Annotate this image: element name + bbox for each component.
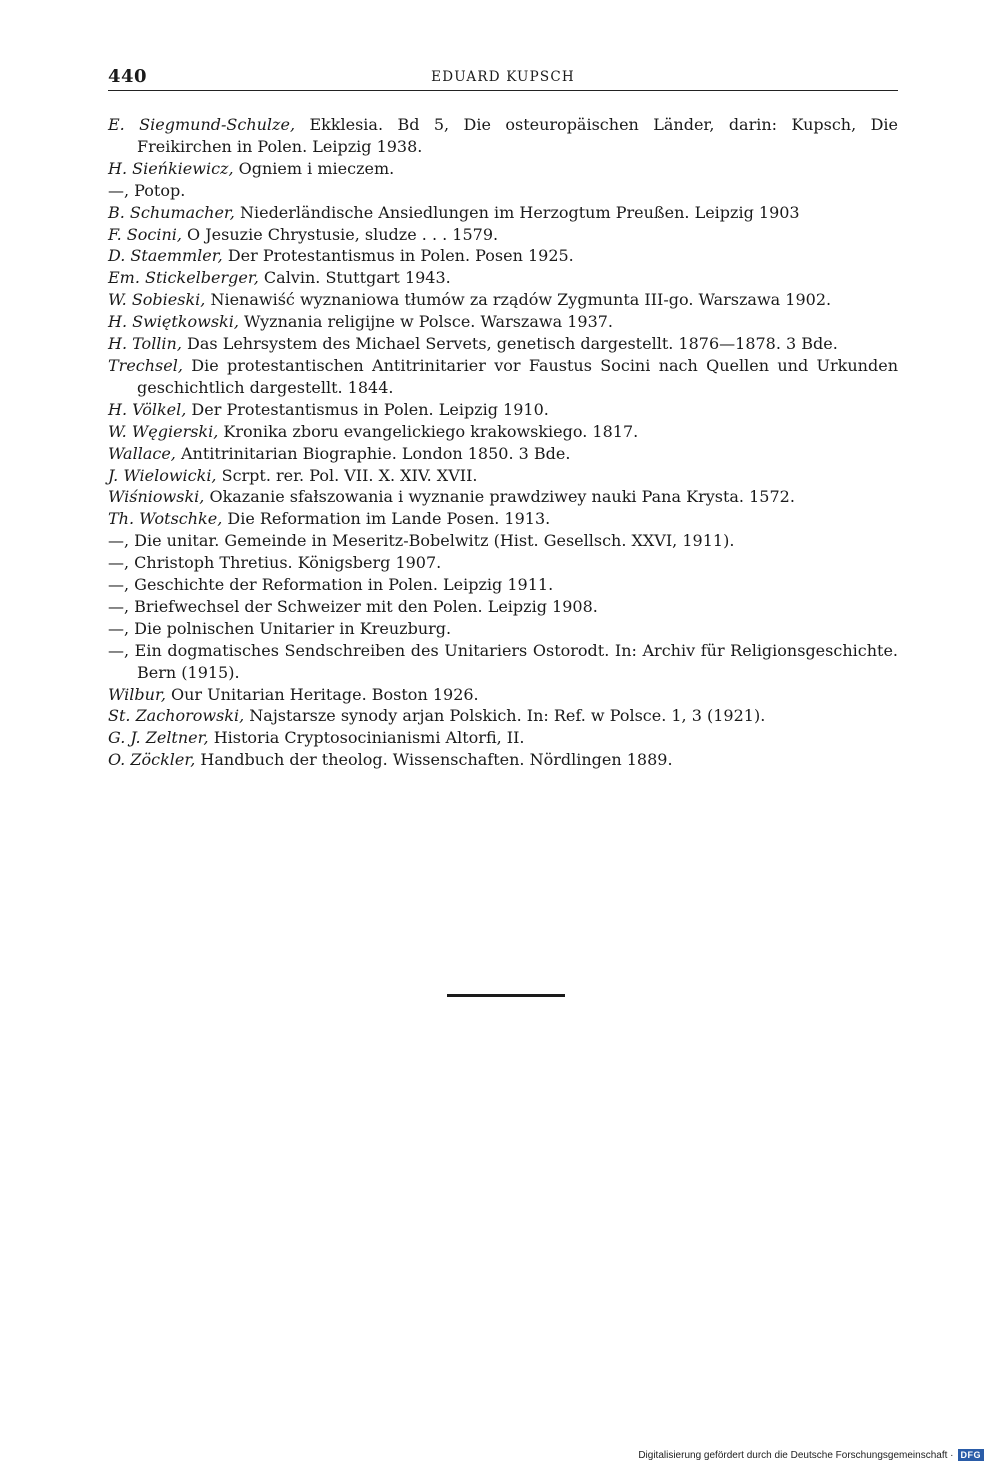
bibliography-entry: [108, 640, 898, 684]
entry-text: —, Geschichte der Reformation in Polen. Leipzig 1911.: [108, 575, 554, 595]
entry-text: Der Protestantismus in Polen. Leipzig 1910.: [186, 399, 549, 419]
entry-text: —, Briefwechsel der Schweizer mit den Polen. Leipzig 1908.: [108, 596, 598, 616]
entry-author: Th. Wotschke,: [108, 509, 223, 529]
entry-text: Historia Cryptosocinianismi Altorfi, II.: [208, 728, 525, 748]
entry-author: Wallace,: [108, 443, 176, 463]
entry-text: Die Reformation im Lande Posen. 1913.: [222, 509, 551, 529]
entry-text: Calvin. Stuttgart 1943.: [258, 268, 451, 288]
entry-text: —, Ein dogmatisches Sendschreiben des Unitariers Ostorodt. In: Archiv für Religionsgeschichte. Bern (1915).: [108, 640, 898, 682]
bibliography-entry: [108, 508, 898, 530]
bibliography-entry: [108, 333, 898, 355]
entry-text: Antitrinitarian Biographie. London 1850. 3 Bde.: [175, 443, 571, 463]
dfg-logo: DFG: [958, 1449, 985, 1461]
bibliography-entry: [108, 705, 898, 727]
bibliography-entry: [108, 224, 898, 246]
entry-author: H. Völkel,: [108, 399, 187, 419]
entry-author: Wiśniowski,: [108, 487, 205, 507]
entry-text: Niederländische Ansiedlungen im Herzogtum Preußen. Leipzig 1903: [234, 202, 800, 222]
entry-text: Handbuch der theolog. Wissenschaften. Nördlingen 1889.: [195, 750, 673, 770]
entry-author: St. Zachorowski,: [108, 706, 245, 726]
entry-text: Okazanie sfałszowania i wyznanie prawdziwey nauki Pana Krysta. 1572.: [204, 487, 795, 507]
bibliography-entry: [108, 245, 898, 267]
bibliography-entry: [108, 355, 898, 399]
entry-author: H. Tollin,: [108, 334, 182, 354]
digitization-credit: [638, 1449, 984, 1461]
bibliography-entry: [108, 574, 898, 596]
bibliography-entry: [108, 421, 898, 443]
entry-text: Wyznania religijne w Polsce. Warszawa 1937.: [238, 312, 614, 332]
bibliography-entry: [108, 114, 898, 158]
bibliography-entry: [108, 684, 898, 706]
entry-text: Our Unitarian Heritage. Boston 1926.: [165, 684, 479, 704]
entry-author: G. J. Zeltner,: [108, 728, 209, 748]
bibliography-entry: [108, 399, 898, 421]
bibliography-entry: [108, 289, 898, 311]
entry-text: Die protestantischen Antitrinitarier vor Faustus Socini nach Quellen und Urkunden geschichtlich dargestellt. 1844.: [137, 355, 898, 397]
entry-author: D. Staemmler,: [108, 246, 223, 266]
entry-text: Das Lehrsystem des Michael Servets, genetisch dargestellt. 1876—1878. 3 Bde.: [181, 334, 838, 354]
entry-text: —, Die unitar. Gemeinde in Meseritz-Bobelwitz (Hist. Gesellsch. XXVI, 1911).: [108, 531, 735, 551]
entry-author: W. Sobieski,: [108, 290, 206, 310]
entry-author: F. Socini,: [108, 224, 182, 244]
bibliography-entry: [108, 530, 898, 552]
bibliography-entry: [108, 596, 898, 618]
bibliography-entry: [108, 202, 898, 224]
bibliography-entry: [108, 486, 898, 508]
entry-text: O Jesuzie Chrystusie, sludze . . . 1579.: [181, 224, 499, 244]
bibliography-entry: [108, 267, 898, 289]
entry-author: H. Swiętkowski,: [108, 312, 239, 332]
header-rule: [108, 90, 898, 91]
entry-text: —, Die polnischen Unitarier in Kreuzburg.: [108, 618, 452, 638]
entry-author: Em. Stickelberger,: [108, 268, 259, 288]
entry-author: O. Zöckler,: [108, 750, 196, 770]
bibliography-entry: [108, 158, 898, 180]
entry-text: Kronika zboru evangelickiego krakowskiego. 1817.: [218, 421, 639, 441]
bibliography-entry: [108, 180, 898, 202]
entry-text: —, Christoph Thretius. Königsberg 1907.: [108, 553, 442, 573]
page-number: 440: [108, 66, 148, 87]
entry-text: Ogniem i mieczem.: [233, 158, 395, 178]
page-header: [108, 64, 898, 92]
entry-author: B. Schumacher,: [108, 202, 235, 222]
entry-text: —, Potop.: [108, 180, 186, 200]
entry-author: E. Siegmund-Schulze,: [108, 115, 296, 134]
credit-text: Digitalisierung gefördert durch die Deutsche Forschungsgemeinschaft ·: [638, 1449, 954, 1461]
entry-text: Der Protestantismus in Polen. Posen 1925.: [222, 246, 574, 266]
entry-text: Ekklesia. Bd 5, Die osteuropäischen Länder, darin: Kupsch, Die Freikirchen in Polen. Leipzig 1938.: [137, 115, 899, 156]
entry-text: Najstarsze synody arjan Polskich. In: Ref. w Polsce. 1, 3 (1921).: [244, 706, 766, 726]
entry-author: J. Wielowicki,: [108, 465, 217, 485]
bibliography-entry: [108, 618, 898, 640]
entry-author: H. Sieńkiewicz,: [108, 158, 234, 178]
bibliography-entry: [108, 443, 898, 465]
bibliography-entry: [108, 465, 898, 487]
bibliography-list: [108, 114, 898, 771]
entry-author: Wilbur,: [108, 684, 166, 704]
entry-text: Scrpt. rer. Pol. VII. X. XIV. XVII.: [216, 465, 478, 485]
bibliography-entry: [108, 311, 898, 333]
bibliography-entry: [108, 552, 898, 574]
bibliography-entry: [108, 749, 898, 771]
closing-rule: [447, 994, 565, 997]
running-head: EDUARD KUPSCH: [431, 69, 575, 85]
entry-text: Nienawiść wyznaniowa tłumów za rządów Zygmunta III-go. Warszawa 1902.: [205, 290, 832, 310]
entry-author: Trechsel,: [108, 355, 183, 375]
entry-author: W. Węgierski,: [108, 421, 219, 441]
bibliography-entry: [108, 727, 898, 749]
